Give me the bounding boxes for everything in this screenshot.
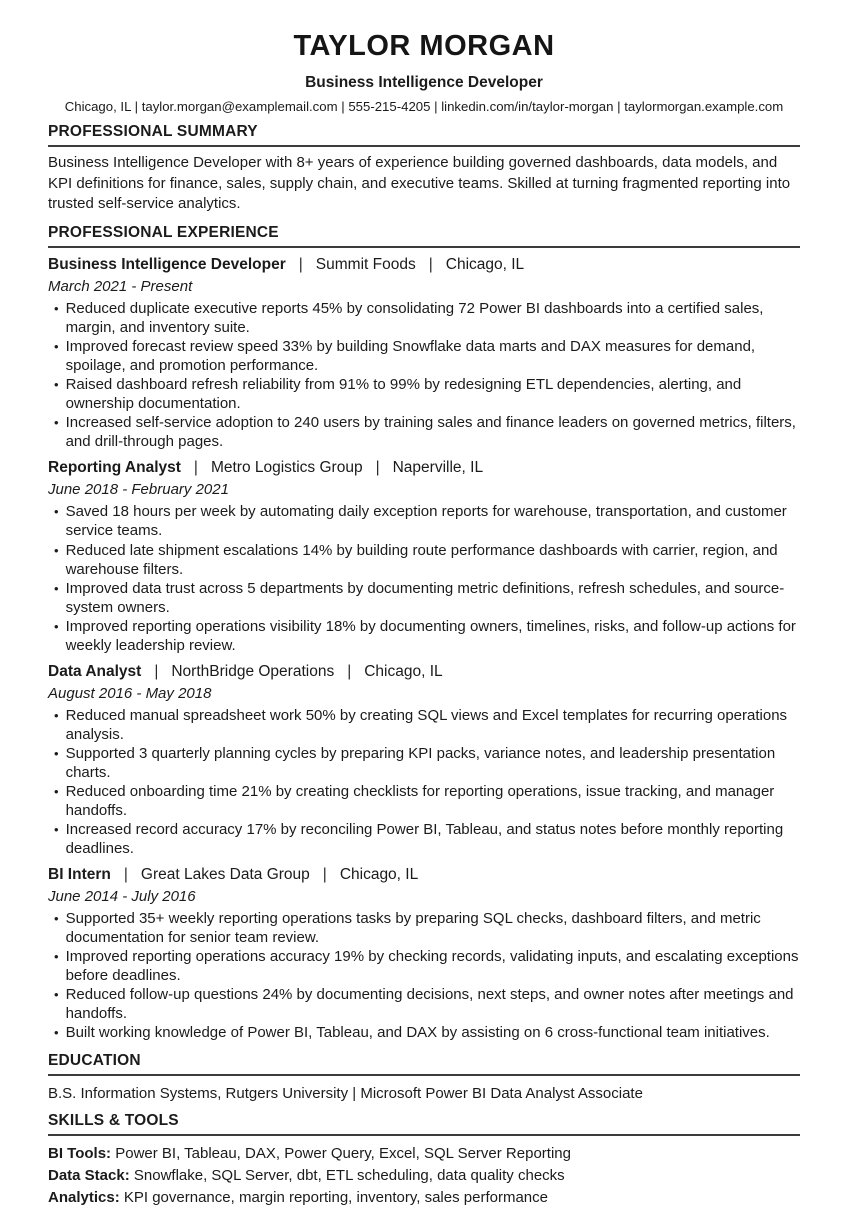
bullet-item: [48, 579, 800, 617]
job-dates: June 2014 - July 2016: [48, 888, 196, 906]
job-title: Business Intelligence Developer: [48, 256, 286, 274]
bullet-item: [48, 947, 800, 985]
bullet-item: [48, 820, 800, 858]
experience-heading: PROFESSIONAL EXPERIENCE: [48, 224, 800, 248]
bullet-item: [48, 782, 800, 820]
bullet-item: [48, 375, 800, 413]
summary-text: Business Intelligence Developer with 8+ years of experience building governed dashboards, data models, and KPI definitions for finance, sales, supply chain, and executive teams. Skilled at turning fragmented reporting into trusted self-service analytics.: [48, 154, 791, 213]
bullet-text: Reduced late shipment escalations 14% by building route performance dashboards with carrier, region, and warehouse filters.: [65, 541, 778, 578]
job-dates: March 2021 - Present: [48, 278, 193, 296]
skill-category-label: Data Stack:: [48, 1166, 130, 1184]
job-separator: |: [123, 866, 128, 884]
bullet-text: Saved 18 hours per week by automating daily exception reports for warehouse, transportation, and customer service teams.: [65, 503, 787, 540]
job-location: Chicago, IL: [339, 866, 419, 884]
skills-list: [48, 1143, 800, 1208]
job-header: [48, 663, 800, 681]
bullet-item: [48, 337, 800, 375]
bullet-text: Reduced manual spreadsheet work 50% by creating SQL views and Excel templates for recurring operations analysis.: [65, 706, 788, 743]
job-title: BI Intern: [48, 866, 111, 884]
bullet-marker: •: [54, 580, 59, 596]
contact-line: Chicago, IL | taylor.morgan@examplemail.com | 555-215-4205 | linkedin.com/in/taylor-morgan | taylormorgan.example.com: [64, 99, 784, 114]
candidate-name: TAYLOR MORGAN: [293, 30, 555, 62]
job-separator: |: [375, 459, 380, 477]
bullet-marker: •: [54, 949, 59, 965]
bullet-item: [48, 617, 800, 655]
job-separator: |: [322, 866, 327, 884]
bullet-item: [48, 502, 800, 540]
bullet-item: [48, 985, 800, 1023]
bullet-marker: •: [54, 987, 59, 1003]
education-text: B.S. Information Systems, Rutgers University | Microsoft Power BI Data Analyst Associate: [48, 1084, 643, 1102]
job-separator: |: [193, 459, 198, 477]
bullet-text: Reduced onboarding time 21% by creating checklists for reporting operations, issue tracking, and manager handoffs.: [65, 783, 775, 820]
bullet-text: Supported 35+ weekly reporting operations tasks by preparing SQL checks, dashboard filters, and metric documentation for senior team review.: [65, 910, 761, 947]
bullet-marker: •: [54, 301, 59, 317]
bullet-text: Improved data trust across 5 departments by documenting metric definitions, refresh schedules, and source-system owners.: [65, 579, 785, 616]
section-education: [48, 1052, 800, 1104]
section-professional-summary: [48, 123, 800, 215]
job-bullets: [48, 706, 800, 858]
bullet-text: Increased self-service adoption to 240 users by training sales and finance leaders on governed metrics, filters, and drill-through pages.: [65, 414, 796, 451]
resume-header: [48, 30, 800, 114]
job-title: Data Analyst: [48, 662, 142, 680]
section-professional-experience: [48, 224, 800, 1043]
job-entry: [48, 866, 800, 1042]
job-header: [48, 866, 800, 884]
skill-category-label: Analytics:: [48, 1188, 120, 1206]
bullet-item: [48, 744, 800, 782]
bullet-marker: •: [54, 339, 59, 355]
job-company: Metro Logistics Group: [210, 459, 363, 477]
bullet-marker: •: [54, 377, 59, 393]
job-company: Summit Foods: [315, 256, 416, 274]
job-header: [48, 459, 800, 477]
job-bullets: [48, 299, 800, 451]
bullet-item: [48, 299, 800, 337]
summary-heading: PROFESSIONAL SUMMARY: [48, 123, 800, 147]
skill-category-label: BI Tools:: [48, 1145, 112, 1163]
skills-heading: SKILLS & TOOLS: [48, 1112, 800, 1136]
bullet-item: [48, 909, 800, 947]
jobs-list: [48, 256, 800, 1043]
job-separator: |: [347, 662, 352, 680]
job-separator: |: [428, 256, 433, 274]
job-entry: [48, 256, 800, 451]
job-entry: [48, 663, 800, 858]
candidate-job-title: Business Intelligence Developer: [305, 74, 543, 91]
bullet-marker: •: [54, 745, 59, 761]
bullet-text: Increased record accuracy 17% by reconciling Power BI, Tableau, and status notes before monthly reporting deadlines.: [65, 821, 784, 858]
job-bullets: [48, 502, 800, 654]
skill-line: [48, 1165, 800, 1187]
bullet-marker: •: [54, 707, 59, 723]
bullet-marker: •: [54, 822, 59, 838]
job-company: Great Lakes Data Group: [140, 866, 310, 884]
job-location: Naperville, IL: [392, 459, 484, 477]
job-header: [48, 256, 800, 274]
bullet-text: Raised dashboard refresh reliability from 91% to 99% by redesigning ETL dependencies, alerting, and ownership documentation.: [65, 376, 742, 413]
bullet-text: Improved reporting operations accuracy 19% by checking records, validating inputs, and escalating exceptions before deadlines.: [65, 948, 799, 985]
job-location: Chicago, IL: [364, 662, 443, 680]
bullet-marker: •: [54, 415, 59, 431]
bullet-item: [48, 541, 800, 579]
skill-line: [48, 1187, 800, 1208]
bullet-item: [48, 1023, 800, 1042]
job-location: Chicago, IL: [445, 256, 525, 274]
bullet-text: Built working knowledge of Power BI, Tableau, and DAX by assisting on 6 cross-functional team initiatives.: [65, 1024, 770, 1042]
bullet-item: [48, 706, 800, 744]
bullet-text: Supported 3 quarterly planning cycles by preparing KPI packs, variance notes, and leadership presentation charts.: [65, 744, 776, 781]
job-title: Reporting Analyst: [48, 459, 181, 477]
job-bullets: [48, 909, 800, 1042]
job-company: NorthBridge Operations: [171, 662, 335, 680]
bullet-text: Reduced duplicate executive reports 45% by consolidating 72 Power BI dashboards into a certified sales, margin, and inventory suite.: [65, 300, 764, 337]
bullet-marker: •: [54, 504, 59, 520]
education-heading: EDUCATION: [48, 1052, 800, 1076]
bullet-marker: •: [54, 911, 59, 927]
job-dates: August 2016 - May 2018: [48, 684, 212, 702]
bullet-text: Reduced follow-up questions 24% by documenting decisions, next steps, and owner notes after meetings and handoffs.: [65, 986, 794, 1023]
job-dates: June 2018 - February 2021: [48, 481, 229, 499]
job-separator: |: [154, 662, 159, 680]
bullet-marker: •: [54, 1025, 59, 1041]
bullet-text: Improved forecast review speed 33% by building Snowflake data marts and DAX measures for demand, spoilage, and promotion performance.: [65, 338, 756, 375]
bullet-marker: •: [54, 618, 59, 634]
skill-values: Power BI, Tableau, DAX, Power Query, Excel, SQL Server Reporting: [115, 1145, 571, 1163]
job-entry: [48, 459, 800, 654]
skill-values: Snowflake, SQL Server, dbt, ETL scheduling, data quality checks: [133, 1166, 565, 1184]
bullet-item: [48, 413, 800, 451]
job-separator: |: [298, 256, 303, 274]
section-skills-tools: [48, 1112, 800, 1208]
bullet-marker: •: [54, 784, 59, 799]
skill-values: KPI governance, margin reporting, inventory, sales performance: [123, 1188, 548, 1206]
skill-line: [48, 1143, 800, 1165]
bullet-marker: •: [54, 542, 59, 558]
bullet-text: Improved reporting operations visibility 18% by documenting owners, timelines, risks, and follow-up actions for weekly leadership review.: [65, 617, 796, 654]
